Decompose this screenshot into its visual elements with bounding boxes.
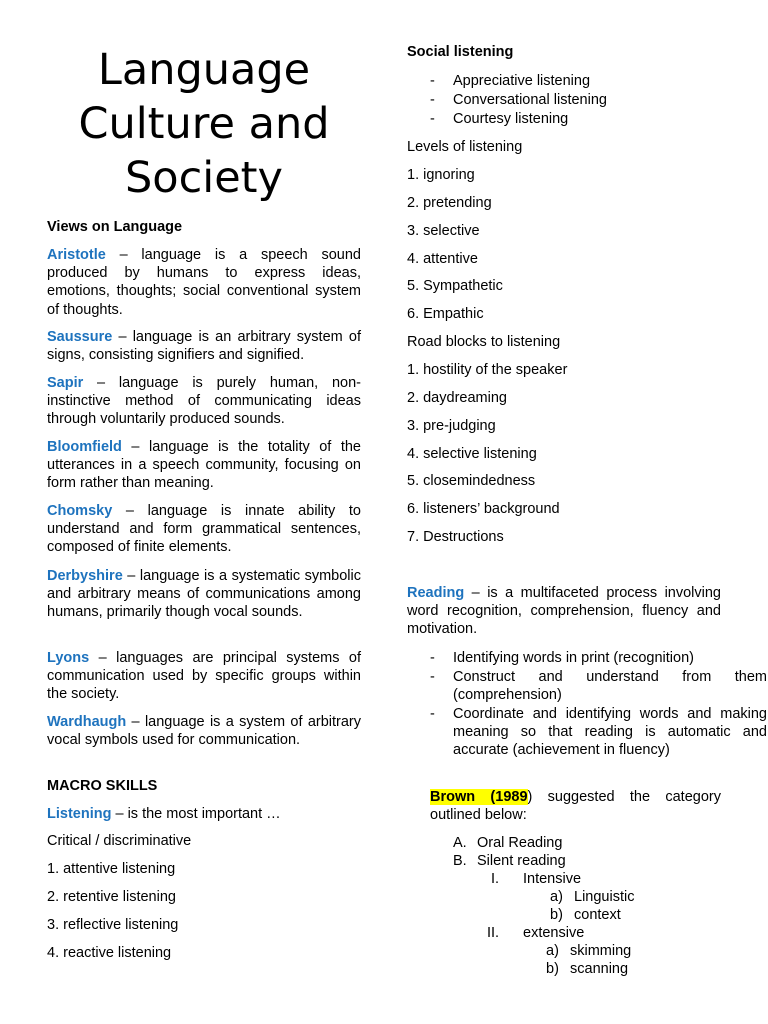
- reading-definition: [407, 584, 721, 639]
- roadblock-item: 2. daydreaming: [407, 390, 507, 406]
- view-text: – language is a systematic symbolic and arbitrary means of communications among humans, primarily though vocal sounds.: [47, 568, 361, 621]
- roadblock-item: 4. selective listening: [407, 446, 537, 462]
- view-text: – language is an arbitrary system of signs, consisting signifiers and signified.: [47, 329, 361, 364]
- title-line-2: Culture and: [78, 99, 330, 149]
- roadblock-item: 7. Destructions: [407, 529, 504, 545]
- level-item: 5. Sympathetic: [407, 278, 503, 294]
- reading-item: - Construct and understand from them (comprehension): [407, 668, 767, 704]
- level-item: 3. selective: [407, 223, 480, 239]
- critical-item: 1. attentive listening: [47, 861, 176, 877]
- outline-label: Oral Reading: [477, 835, 563, 851]
- view-wardhaugh: [47, 713, 361, 749]
- roadblock-item: 6. listeners’ background: [407, 501, 560, 517]
- brown-highlight: Brown (1989: [430, 789, 528, 805]
- reading-item: - Identifying words in print (recognition): [407, 649, 767, 667]
- outline-marker: B.: [453, 853, 467, 869]
- view-text: – language is a system of arbitrary vocal symbols used for communication.: [47, 714, 361, 749]
- outline-label: context: [574, 907, 621, 923]
- listening-term: Listening: [47, 806, 112, 822]
- outline-marker: b): [546, 961, 559, 977]
- reading-item: - Coordinate and identifying words and making meaning so that reading is automatic and accurate (achievement in fluency): [407, 705, 767, 760]
- social-listening-heading: Social listening: [407, 44, 514, 60]
- view-name: Bloomfield: [47, 439, 122, 455]
- view-text: – language is the totality of the utterances in a speech community, focusing on form rather than meaning.: [47, 439, 361, 492]
- social-item: - Courtesy listening: [407, 110, 767, 128]
- view-text: – language is innate ability to understand and form grammatical sentences, composed of finite elements.: [47, 503, 361, 556]
- levels-label: Levels of listening: [407, 139, 523, 155]
- view-name: Sapir: [47, 375, 84, 391]
- view-sapir: [47, 374, 361, 429]
- level-item: 1. ignoring: [407, 167, 475, 183]
- view-bloomfield: [47, 438, 361, 493]
- outline-marker: I.: [491, 871, 500, 887]
- views-heading: Views on Language: [47, 219, 183, 235]
- critical-item: 4. reactive listening: [47, 945, 172, 961]
- reading-term: Reading: [407, 585, 465, 601]
- outline-marker: a): [550, 889, 563, 905]
- view-chomsky: [47, 502, 361, 557]
- critical-item: 2. retentive listening: [47, 889, 176, 905]
- macro-skills-heading: MACRO SKILLS: [47, 778, 158, 794]
- reading-text: – is a multifaceted process involving word recognition, comprehension, fluency and motivation.: [407, 585, 721, 638]
- listening-definition: [47, 805, 361, 823]
- level-item: 4. attentive: [407, 251, 478, 267]
- view-saussure: [47, 328, 361, 364]
- brown-paragraph: [407, 788, 721, 824]
- outline-marker: b): [550, 907, 563, 923]
- outline-label: scanning: [570, 961, 629, 977]
- view-text: – language is purely human, non-instinctive method of communicating ideas through voluntarily produced sounds.: [47, 375, 361, 428]
- title-line-3: Society: [125, 153, 283, 203]
- roadblock-item: 5. closemindedness: [407, 473, 536, 489]
- roadblocks-label: Road blocks to listening: [407, 334, 561, 350]
- level-item: 6. Empathic: [407, 306, 484, 322]
- outline-label: skimming: [570, 943, 632, 959]
- brown-text: ) suggested the category outlined below:: [430, 789, 721, 824]
- roadblock-item: 3. pre-judging: [407, 418, 496, 434]
- outline-label: Silent reading: [477, 853, 566, 869]
- outline-label: Intensive: [523, 871, 582, 887]
- view-name: Aristotle: [47, 247, 106, 263]
- left-column: [47, 0, 361, 961]
- view-text: – language is a speech sound produced by humans to express ideas, emotions, thoughts; social conventional system of thoughts.: [47, 247, 361, 318]
- outline-label: Linguistic: [574, 889, 635, 905]
- view-name: Saussure: [47, 329, 113, 345]
- outline-marker: a): [546, 943, 559, 959]
- view-name: Lyons: [47, 650, 90, 666]
- critical-item: 3. reflective listening: [47, 917, 179, 933]
- outline-marker: A.: [453, 835, 467, 851]
- view-lyons: [47, 649, 361, 704]
- view-name: Wardhaugh: [47, 714, 127, 730]
- social-item: - Conversational listening: [407, 91, 767, 109]
- social-item: - Appreciative listening: [407, 72, 767, 90]
- view-name: Derbyshire: [47, 568, 123, 584]
- title-line-1: Language: [97, 45, 311, 95]
- outline-marker: II.: [487, 925, 500, 941]
- view-aristotle: [47, 246, 361, 319]
- page-title: [47, 43, 361, 205]
- view-name: Chomsky: [47, 503, 113, 519]
- roadblock-item: 1. hostility of the speaker: [407, 362, 568, 378]
- listening-text: – is the most important …: [111, 806, 281, 822]
- view-derbyshire: [47, 567, 361, 622]
- outline-label: extensive: [523, 925, 585, 941]
- critical-label: Critical / discriminative: [47, 833, 192, 849]
- level-item: 2. pretending: [407, 195, 492, 211]
- view-text: – languages are principal systems of communication used by specific groups within the society.: [47, 650, 361, 703]
